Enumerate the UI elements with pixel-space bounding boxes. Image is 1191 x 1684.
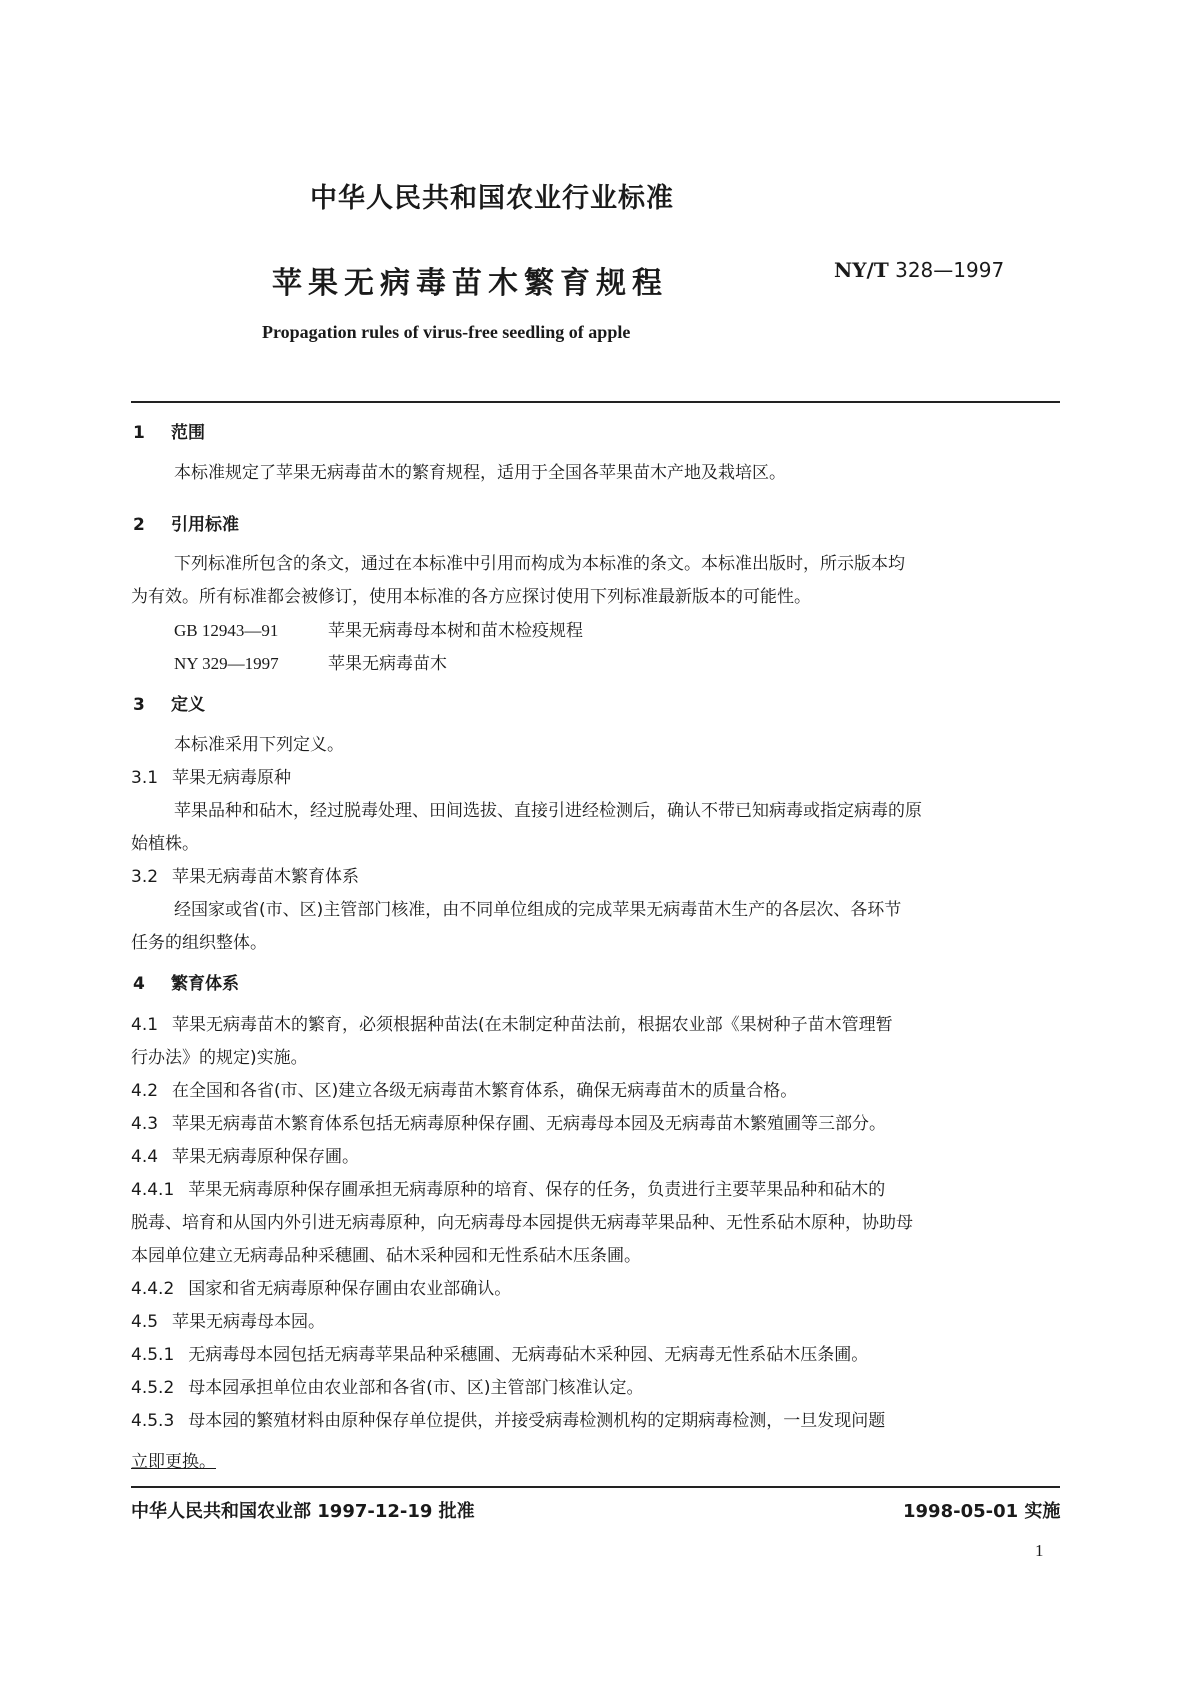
clause-text: 母本园承担单位由农业部和各省(市、区)主管部门核准认定。 (188, 1378, 644, 1398)
clause-3-1 (131, 762, 291, 795)
paragraph: 任务的组织整体。 (131, 933, 267, 953)
paragraph: 行办法》的规定)实施。 (131, 1048, 308, 1068)
clause-number: 4.4.2 (131, 1279, 175, 1299)
document-title: 苹果无病毒苗木繁育规程 (272, 266, 668, 301)
clause-text: 苹果无病毒母本园。 (172, 1312, 326, 1332)
paragraph: 苹果品种和砧木，经过脱毒处理、田间选拔、直接引进经检测后，确认不带已知病毒或指定病毒的原 (174, 801, 922, 821)
reference-code: GB 12943—91 (174, 621, 279, 640)
clause-number: 4.5.2 (131, 1378, 175, 1398)
clause-text: 苹果无病毒苗木繁育体系包括无病毒原种保存圃、无病毒母本园及无病毒苗木繁殖圃等三部分。 (172, 1114, 887, 1134)
standard-code-prefix: NY/T (834, 258, 889, 282)
clause-4-2 (131, 1075, 797, 1108)
section-number: 4 (133, 974, 145, 994)
clause-3-2 (131, 861, 359, 894)
clause-text: 苹果无病毒原种保存圃承担无病毒原种的培育、保存的任务，负责进行主要苹果品种和砧木的 (188, 1180, 886, 1200)
clause-number: 3.2 (131, 867, 159, 887)
standard-category-title: 中华人民共和国农业行业标准 (310, 183, 674, 214)
standard-code-number: 328—1997 (895, 258, 1005, 282)
clause-4-5-3 (131, 1405, 885, 1438)
footer-divider (131, 1486, 1060, 1488)
paragraph: 立即更换。 (131, 1452, 216, 1472)
clause-4-4-1 (131, 1174, 885, 1207)
clause-number: 4.5.1 (131, 1345, 175, 1365)
paragraph: 本标准采用下列定义。 (174, 735, 344, 755)
clause-4-5-1 (131, 1339, 868, 1372)
clause-text: 国家和省无病毒原种保存圃由农业部确认。 (188, 1279, 512, 1299)
clause-title: 苹果无病毒原种 (172, 768, 292, 788)
approval-line: 中华人民共和国农业部 1997-12-19 批准 (131, 1501, 475, 1522)
paragraph: 为有效。所有标准都会被修订，使用本标准的各方应探讨使用下列标准最新版本的可能性。 (131, 587, 811, 607)
clause-number: 4.3 (131, 1114, 159, 1134)
paragraph: 脱毒、培育和从国内外引进无病毒原种，向无病毒母本园提供无病毒苹果品种、无性系砧木原种，协助母 (131, 1213, 913, 1233)
clause-number: 4.5 (131, 1312, 159, 1332)
clause-text: 无病毒母本园包括无病毒苹果品种采穗圃、无病毒砧木采种园、无病毒无性系砧木压条圃。 (188, 1345, 869, 1365)
clause-number: 3.1 (131, 768, 159, 788)
section-number: 1 (133, 423, 145, 443)
paragraph: 本标准规定了苹果无病毒苗木的繁育规程，适用于全国各苹果苗木产地及栽培区。 (174, 463, 786, 483)
clause-4-5-2 (131, 1372, 644, 1405)
reference-title: 苹果无病毒母本树和苗木检疫规程 (328, 621, 583, 641)
clause-text: 在全国和各省(市、区)建立各级无病毒苗木繁育体系，确保无病毒苗木的质量合格。 (172, 1081, 798, 1101)
section-title: 定义 (171, 695, 205, 715)
section-title: 引用标准 (171, 515, 239, 535)
header-divider (131, 401, 1060, 403)
reference-code: NY 329—1997 (174, 654, 279, 673)
paragraph: 始植株。 (131, 834, 199, 854)
reference-item (174, 647, 447, 681)
clause-number: 4.4 (131, 1147, 159, 1167)
clause-text: 苹果无病毒苗木的繁育，必须根据种苗法(在未制定种苗法前，根据农业部《果树种子苗木管理暂 (172, 1015, 893, 1035)
reference-title: 苹果无病毒苗木 (328, 654, 447, 674)
section-2-heading (133, 510, 239, 535)
clause-number: 4.4.1 (131, 1180, 175, 1200)
clause-4-5 (131, 1306, 325, 1339)
reference-item (174, 614, 583, 648)
section-1-heading (133, 418, 205, 443)
paragraph: 本园单位建立无病毒品种采穗圃、砧木采种园和无性系砧木压条圃。 (131, 1246, 641, 1266)
paragraph: 下列标准所包含的条文，通过在本标准中引用而构成为本标准的条文。本标准出版时，所示版本均 (174, 554, 905, 574)
clause-title: 苹果无病毒苗木繁育体系 (172, 867, 360, 887)
standard-code (834, 258, 1004, 282)
clause-number: 4.2 (131, 1081, 159, 1101)
clause-4-4 (131, 1141, 359, 1174)
clause-text: 母本园的繁殖材料由原种保存单位提供，并接受病毒检测机构的定期病毒检测，一旦发现问题 (188, 1411, 886, 1431)
clause-4-4-2 (131, 1273, 511, 1306)
clause-text: 苹果无病毒原种保存圃。 (172, 1147, 360, 1167)
clause-number: 4.1 (131, 1015, 159, 1035)
clause-4-1 (131, 1009, 893, 1042)
english-title: Propagation rules of virus-free seedling of apple (262, 322, 631, 342)
section-4-heading (133, 969, 239, 994)
section-title: 范围 (171, 423, 205, 443)
section-3-heading (133, 690, 205, 715)
section-title: 繁育体系 (171, 974, 239, 994)
section-number: 2 (133, 515, 145, 535)
page-number: 1 (1035, 1541, 1044, 1560)
paragraph: 经国家或省(市、区)主管部门核准，由不同单位组成的完成苹果无病毒苗木生产的各层次、各环节 (174, 900, 902, 920)
section-number: 3 (133, 695, 145, 715)
implementation-date: 1998-05-01 实施 (903, 1501, 1061, 1522)
clause-number: 4.5.3 (131, 1411, 175, 1431)
clause-4-3 (131, 1108, 886, 1141)
